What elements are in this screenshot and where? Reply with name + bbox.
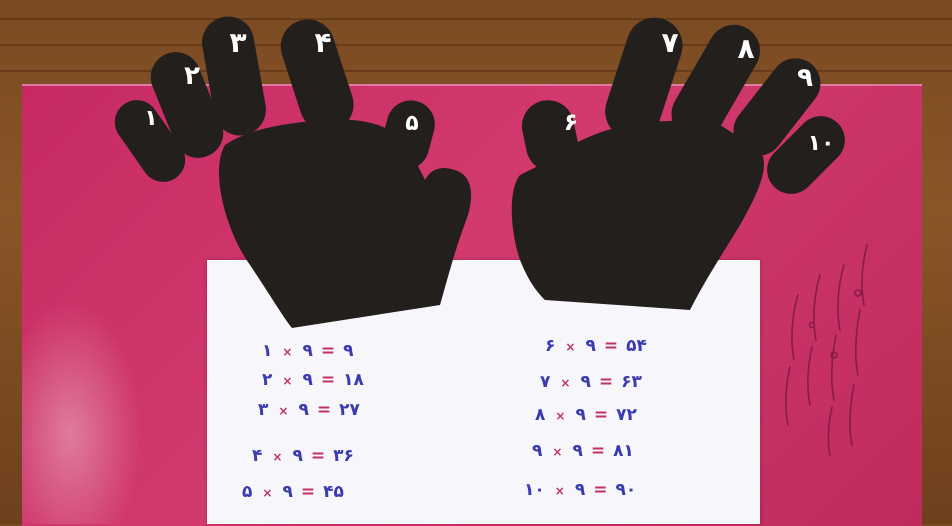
finger-label-3: ۳ xyxy=(229,26,247,59)
equation-row xyxy=(242,482,344,502)
product: ۲۷ xyxy=(339,400,360,420)
equation-row xyxy=(258,400,360,420)
left-palm xyxy=(219,120,471,328)
times-sign: × xyxy=(554,484,565,498)
handwritten-note xyxy=(772,235,892,465)
multiplicand: ۶ xyxy=(545,336,556,356)
times-sign: × xyxy=(262,486,273,500)
equals-sign: = xyxy=(320,341,336,361)
product: ۳۶ xyxy=(333,446,354,466)
multiplicand: ۱ xyxy=(262,341,273,361)
multiplier: ۹ xyxy=(572,441,583,461)
multiplicand: ۲ xyxy=(262,370,273,390)
multiplicand: ۴ xyxy=(252,446,263,466)
multiplier: ۹ xyxy=(302,341,313,361)
multiplier: ۹ xyxy=(298,400,309,420)
times-sign: × xyxy=(278,404,289,418)
equals-sign: = xyxy=(300,482,316,502)
times-sign: × xyxy=(560,376,571,390)
product: ۸۱ xyxy=(613,441,634,461)
finger-label-7: ۷ xyxy=(661,26,679,59)
finger-label-6: ۶ xyxy=(563,108,579,136)
product: ۷۲ xyxy=(616,405,637,425)
product: ۵۴ xyxy=(626,336,647,356)
finger-label-9: ۹ xyxy=(797,63,813,93)
multiplicand: ۱۰ xyxy=(524,480,545,500)
finger-label-2: ۲ xyxy=(184,61,200,91)
product: ۱۸ xyxy=(343,370,364,390)
times-sign: × xyxy=(565,340,576,354)
equals-sign: = xyxy=(593,405,609,425)
finger-label-4: ۴ xyxy=(314,26,332,59)
finger-label-5: ۵ xyxy=(405,111,419,136)
equation-row xyxy=(532,441,634,461)
equation-row xyxy=(545,336,647,356)
equation-row xyxy=(524,480,636,500)
equals-sign: = xyxy=(598,372,614,392)
equation-row xyxy=(262,341,353,361)
multiplier: ۹ xyxy=(292,446,303,466)
equals-sign: = xyxy=(320,370,336,390)
times-sign: × xyxy=(555,409,566,423)
equation-row xyxy=(540,372,642,392)
multiplier: ۹ xyxy=(585,336,596,356)
times-sign: × xyxy=(282,345,293,359)
finger-label-8: ۸ xyxy=(737,32,755,65)
left-hand xyxy=(106,12,471,328)
times-sign: × xyxy=(272,450,283,464)
times-sign: × xyxy=(282,374,293,388)
multiplicand: ۹ xyxy=(532,441,543,461)
product: ۹۰ xyxy=(615,480,637,500)
equals-sign: = xyxy=(603,336,619,356)
equation-row xyxy=(535,405,637,425)
equals-sign: = xyxy=(590,441,606,461)
equals-sign: = xyxy=(316,400,332,420)
equals-sign: = xyxy=(593,480,608,500)
equals-sign: = xyxy=(310,446,326,466)
multiplier: ۹ xyxy=(575,405,586,425)
product: ۹ xyxy=(343,341,354,361)
multiplier: ۹ xyxy=(580,372,591,392)
multiplicand: ۵ xyxy=(242,482,253,502)
product: ۶۳ xyxy=(621,372,642,392)
finger-label-1: ۱ xyxy=(144,106,158,131)
multiplicand: ۳ xyxy=(258,400,269,420)
finger-label-10: ۱۰ xyxy=(807,131,835,156)
multiplier: ۹ xyxy=(574,480,586,500)
multiplicand: ۸ xyxy=(535,405,546,425)
multiplier: ۹ xyxy=(282,482,293,502)
equation-row xyxy=(252,446,354,466)
product: ۴۵ xyxy=(323,482,344,502)
times-sign: × xyxy=(552,445,563,459)
equation-row xyxy=(262,370,364,390)
multiplicand: ۷ xyxy=(540,372,551,392)
multiplier: ۹ xyxy=(302,370,313,390)
